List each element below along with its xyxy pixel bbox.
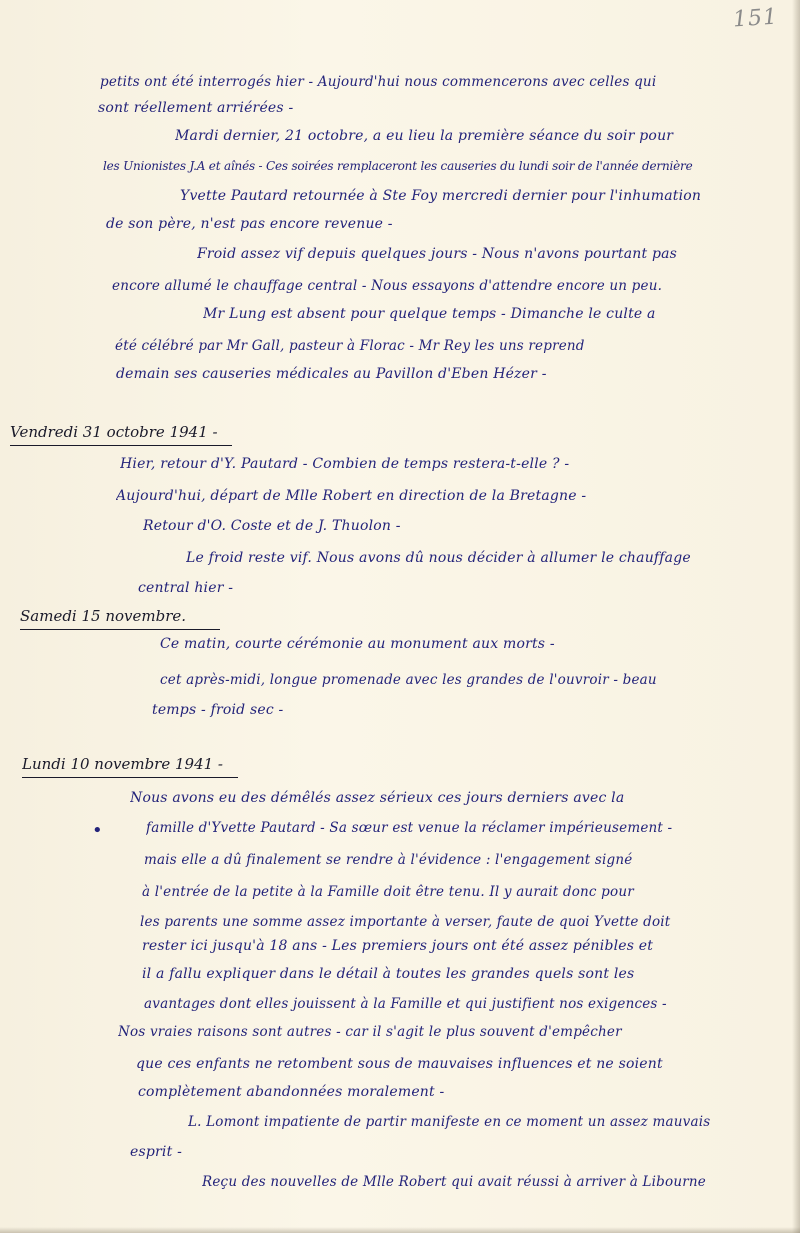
text-line: Nos vraies raisons sont autres - car il s'agit le plus souvent d'empêcher [118,1024,622,1040]
entry-date-heading: Samedi 15 novembre. [20,604,220,630]
page-edge-shadow-bottom [0,1227,800,1233]
text-line: Aujourd'hui, départ de Mlle Robert en direction de la Bretagne - [116,488,587,504]
entry-date-heading: Lundi 10 novembre 1941 - [22,752,238,778]
text-line: demain ses causeries médicales au Pavillon d'Eben Hézer - [116,366,547,382]
text-line: Mr Lung est absent pour quelque temps - Dimanche le culte a [203,306,656,322]
entry-date-heading: Vendredi 31 octobre 1941 - [10,420,232,446]
text-line: les Unionistes J.A et aînés - Ces soirées remplaceront les causeries du lundi soir de l'année dernière [103,159,693,173]
text-line: Hier, retour d'Y. Pautard - Combien de temps restera-t-elle ? - [120,456,570,472]
text-line: de son père, n'est pas encore revenue - [106,216,393,232]
text-line: temps - froid sec - [152,702,284,718]
text-line: que ces enfants ne retombent sous de mauvaises influences et ne soient [136,1056,663,1072]
text-line: encore allumé le chauffage central - Nous essayons d'attendre encore un peu. [112,278,663,294]
page-edge-shadow-right [792,0,800,1233]
text-line: Froid assez vif depuis quelques jours - Nous n'avons pourtant pas [197,246,678,262]
text-line: à l'entrée de la petite à la Famille doit être tenu. Il y aurait donc pour [142,884,634,900]
text-line: Retour d'O. Coste et de J. Thuolon - [143,518,401,534]
text-line: rester ici jusqu'à 18 ans - Les premiers jours ont été assez pénibles et [142,938,654,954]
text-line: avantages dont elles jouissent à la Famille et qui justifient nos exigences - [144,996,667,1012]
text-line: mais elle a dû finalement se rendre à l'évidence : l'engagement signé [144,852,633,868]
text-line: petits ont été interrogés hier - Aujourd'hui nous commencerons avec celles qui [100,74,657,90]
text-line: Mardi dernier, 21 octobre, a eu lieu la première séance du soir pour [175,128,674,144]
text-line: Ce matin, courte cérémonie au monument aux morts - [160,636,555,652]
text-line: central hier - [138,580,234,596]
text-line: Yvette Pautard retournée à Ste Foy mercredi dernier pour l'inhumation [180,188,702,204]
margin-mark: • [92,820,103,841]
text-line: complètement abandonnées moralement - [138,1084,445,1100]
text-line: il a fallu expliquer dans le détail à toutes les grandes quels sont les [142,966,635,982]
text-line: esprit - [130,1144,183,1160]
text-line: L. Lomont impatiente de partir manifeste en ce moment un assez mauvais [188,1114,711,1130]
text-line: Le froid reste vif. Nous avons dû nous décider à allumer le chauffage [186,550,691,566]
text-line: été célébré par Mr Gall, pasteur à Florac - Mr Rey les uns reprend [115,338,585,354]
text-line: sont réellement arriérées - [98,100,294,116]
text-line: famille d'Yvette Pautard - Sa sœur est venue la réclamer impérieusement - [146,820,673,836]
text-line: les parents une somme assez importante à verser, faute de quoi Yvette doit [140,914,671,930]
text-line: cet après-midi, longue promenade avec les grandes de l'ouvroir - beau [160,672,657,688]
text-line: Reçu des nouvelles de Mlle Robert qui avait réussi à arriver à Libourne [202,1174,706,1190]
text-line: Nous avons eu des démêlés assez sérieux ces jours derniers avec la [130,790,625,806]
page-number: 151 [732,4,779,33]
